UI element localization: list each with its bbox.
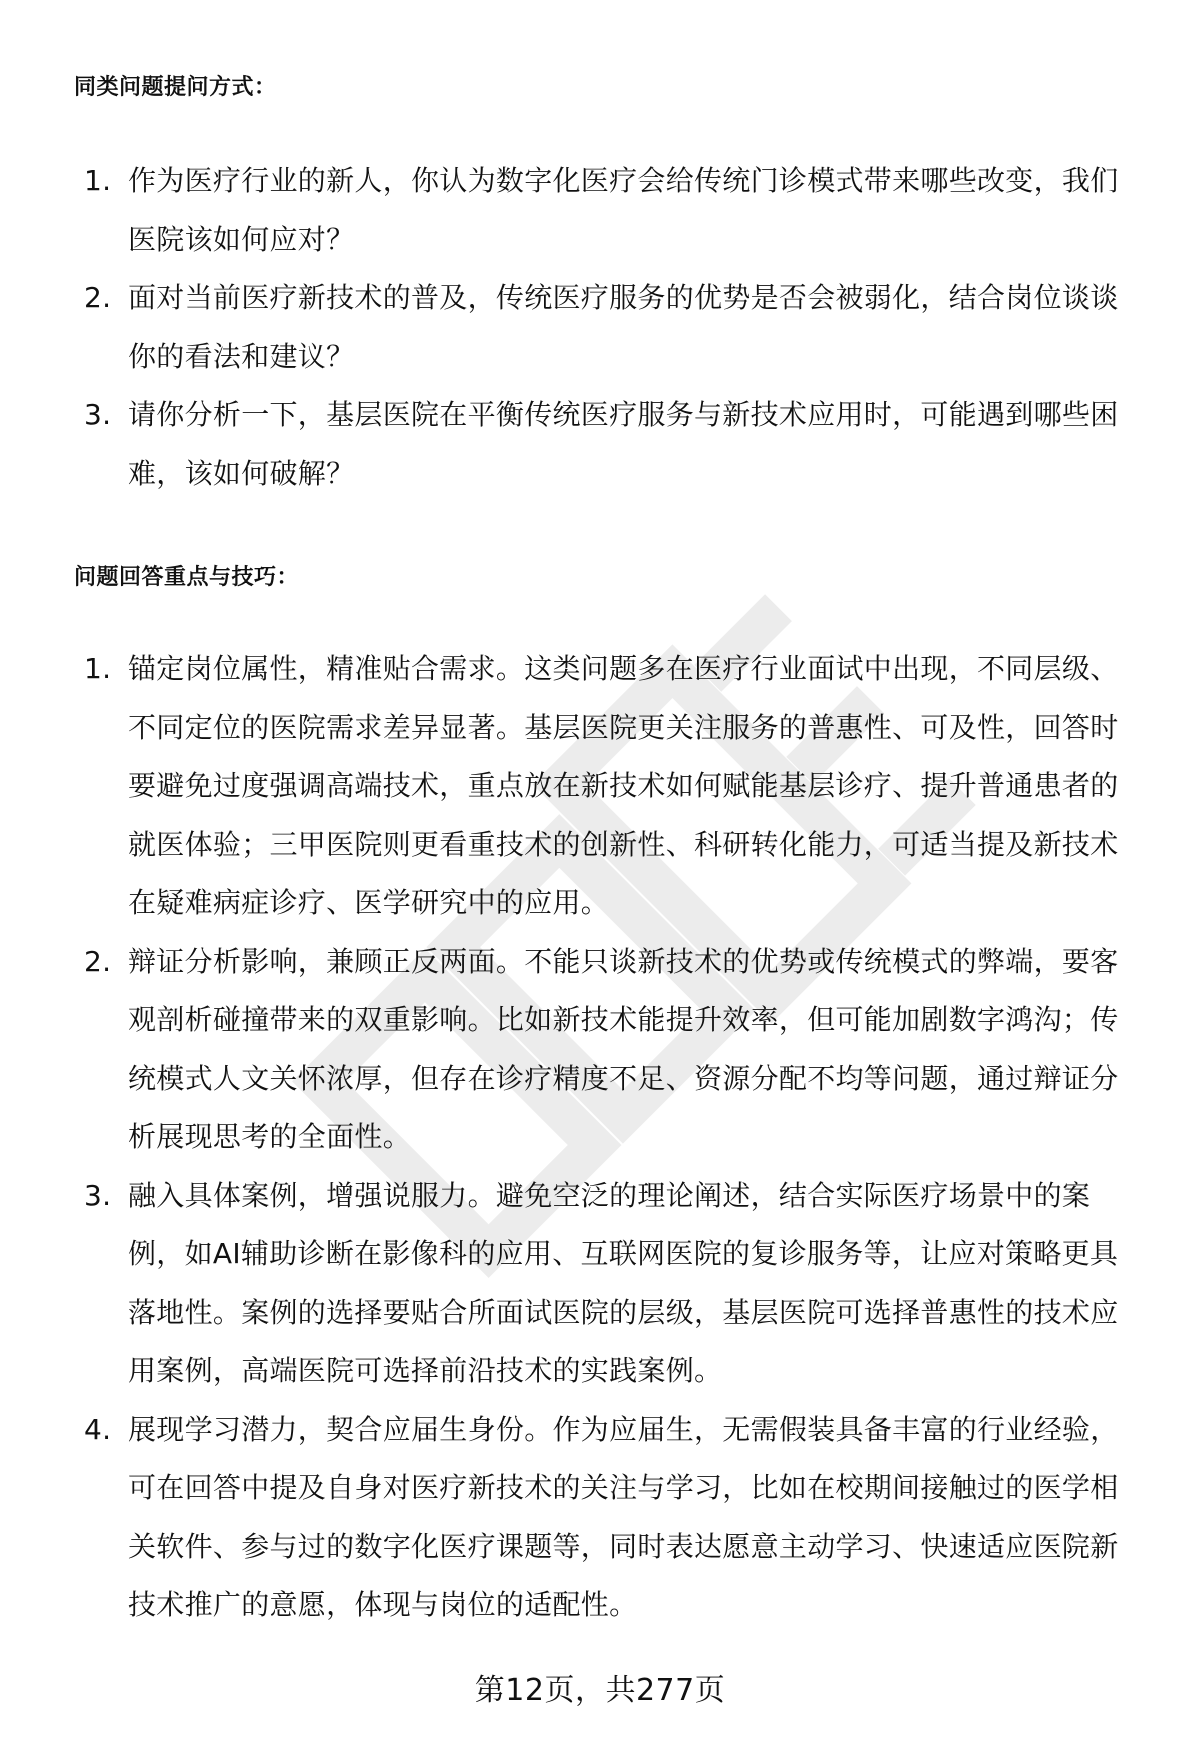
list-item <box>84 1401 1144 1635</box>
list-item-text: 作为医疗行业的新人，你认为数字化医疗会给传统门诊模式带来哪些改变，我们医院该如何应对？ <box>128 164 1119 256</box>
list-item <box>84 386 1144 503</box>
list-item <box>84 933 1144 1167</box>
list-item-text: 锚定岗位属性，精准贴合需求。这类问题多在医疗行业面试中出现，不同层级、不同定位的医院需求差异显著。基层医院更关注服务的普惠性、可及性，回答时要避免过度强调高端技术，重点放在新技术如何赋能基层诊疗、提升普通患者的就医体验；三甲医院则更看重技术的创新性、科研转化能力，可适当提及新技术在疑难病症诊疗、医学研究中的应用。 <box>128 652 1119 919</box>
list-item-number: 2. <box>84 944 112 978</box>
answer-tips-list <box>84 640 1144 1635</box>
list-item <box>84 269 1144 386</box>
list-item-text: 融入具体案例，增强说服力。避免空泛的理论阐述，结合实际医疗场景中的案例，如AI辅助诊断在影像科的应用、互联网医院的复诊服务等，让应对策略更具落地性。案例的选择要贴合所面试医院的层级，基层医院可选择普惠性的技术应用案例，高端医院可选择前沿技术的实践案例。 <box>128 1178 1119 1387</box>
list-item-number: 1. <box>84 164 112 197</box>
list-item-number: 3. <box>84 398 112 431</box>
list-item-text: 展现学习潜力，契合应届生身份。作为应届生，无需假装具备丰富的行业经验，可在回答中提及自身对医疗新技术的关注与学习，比如在校期间接触过的医学相关软件、参与过的数字化医疗课题等，同时表达愿意主动学习、快速适应医院新技术推广的意愿，体现与岗位的适配性。 <box>128 1412 1119 1621</box>
similar-questions-list <box>84 152 1144 503</box>
list-item-text: 面对当前医疗新技术的普及，传统医疗服务的优势是否会被弱化，结合岗位谈谈你的看法和建议？ <box>128 281 1119 373</box>
list-item-number: 3. <box>84 1178 112 1212</box>
list-item <box>84 640 1144 933</box>
list-item <box>84 152 1144 269</box>
list-item-number: 2. <box>84 281 112 314</box>
similar-questions-heading: 同类问题提问方式： <box>74 75 277 100</box>
list-item <box>84 1167 1144 1401</box>
page-number-footer: 第12页，共277页 <box>474 1673 726 1708</box>
answer-tips-heading: 问题回答重点与技巧： <box>74 565 300 590</box>
list-item-text: 请你分析一下，基层医院在平衡传统医疗服务与新技术应用时，可能遇到哪些困难，该如何破解？ <box>128 398 1119 490</box>
list-item-number: 4. <box>84 1412 112 1446</box>
list-item-text: 辩证分析影响，兼顾正反两面。不能只谈新技术的优势或传统模式的弊端，要客观剖析碰撞带来的双重影响。比如新技术能提升效率，但可能加剧数字鸿沟；传统模式人文关怀浓厚，但存在诊疗精度不足、资源分配不均等问题，通过辩证分析展现思考的全面性。 <box>128 944 1119 1153</box>
list-item-number: 1. <box>84 652 112 685</box>
